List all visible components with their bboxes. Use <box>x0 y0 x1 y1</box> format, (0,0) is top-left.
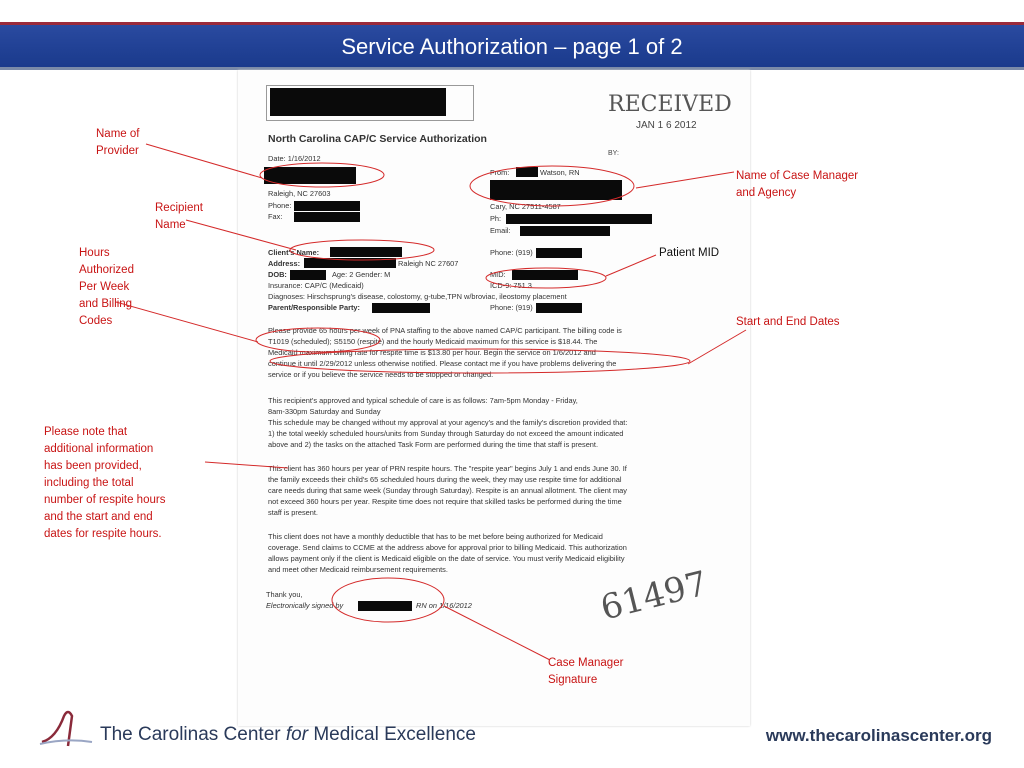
org-logo-icon <box>38 708 94 748</box>
redacted-provider-fax <box>294 212 360 222</box>
para1-line: Please provide 65 hours per week of PNA staffing to the above named CAP/C participant. The billing code is <box>268 326 622 335</box>
annotation-line: Authorized <box>79 264 134 276</box>
para4-line: coverage. Send claims to CCME at the address above for approval prior to billing Medicaid. This authorization <box>268 543 627 552</box>
annotation-patient-mid: Patient MID <box>659 247 720 259</box>
annotation-line: and Billing <box>79 298 133 310</box>
logo-box <box>266 85 474 121</box>
signed-suffix: RN on 1/16/2012 <box>416 601 472 610</box>
stamp-by: BY: <box>608 150 619 157</box>
redacted-mid <box>512 270 578 280</box>
annotation-line: Name <box>155 219 186 231</box>
hours-callout-line <box>116 302 258 342</box>
org-name <box>100 724 476 746</box>
received-stamp <box>606 90 732 162</box>
annotation-line: Signature <box>548 674 598 686</box>
redacted-agency <box>490 180 622 200</box>
handwritten-number: 61497 <box>596 563 712 629</box>
para2-line: This recipient's approved and typical schedule of care is as follows: 7am-5pm Monday - Friday, <box>268 396 578 405</box>
para3-line: staff is present. <box>268 508 318 517</box>
annotation-line: Please note that <box>44 426 128 438</box>
annotation-case-manager-agency <box>736 168 858 202</box>
header-bar <box>0 22 1024 70</box>
para3-line: the family exceeds their child's 65 scheduled hours during the week, they may use respite time for additional <box>268 475 622 484</box>
para1-line: T1019 (scheduled); S5150 (respite) and the hourly Medicaid maximum for this service is $18.44. The <box>268 337 598 346</box>
provider-city: Raleigh, NC 27603 <box>268 189 331 198</box>
annotation-line: Codes <box>79 315 113 327</box>
annotation-case-manager-signature <box>548 655 623 689</box>
stamp-date: JAN 1 6 2012 <box>636 120 697 131</box>
annotation-line: Provider <box>96 145 139 157</box>
redacted-parent <box>372 303 430 313</box>
annotation-line: additional information <box>44 443 154 455</box>
scanned-authorization-document <box>238 70 750 726</box>
annotation-line: Name of Case Manager <box>736 170 859 182</box>
redacted-client-name <box>330 247 402 257</box>
auth-date: Date: 1/16/2012 <box>268 154 321 163</box>
annotation-please-note <box>44 424 165 543</box>
para1-line: Medicaid maximum billing rate for respite time is $13.80 per hour. Begin the service on 1/6/2012 and <box>268 348 596 357</box>
diagnoses: Diagnoses: Hirschsprung's disease, colostomy, g-tube,TPN w/broviac, ileostomy placement <box>268 292 567 301</box>
redacted-provider-phone <box>294 201 360 211</box>
address-label: Address: <box>268 259 301 268</box>
annotation-line: Recipient <box>155 202 203 214</box>
para3-line: care needs during that same week (Sunday through Saturday). Respite is an annual allotment. The client may <box>268 486 627 495</box>
from-label: From: <box>490 168 510 177</box>
age-gender: Age: 2 Gender: M <box>332 270 391 279</box>
parent-phone: Phone: (919) <box>490 303 533 312</box>
page-title: Service Authorization – page 1 of 2 <box>341 34 683 59</box>
para4-line: This client does not have a monthly deductible that has to be met before being authorized for Medicaid <box>268 532 603 541</box>
annotation-recipient-name <box>155 200 203 234</box>
para1-line: service or if you believe the service needs to be stopped or changed. <box>268 370 494 379</box>
redacted-address <box>304 258 396 268</box>
para2-line: 1) the total weekly scheduled hours/units from Sunday through Saturday do not exceed the amount indicated <box>268 429 624 438</box>
org-name-prefix: The Carolinas Center <box>100 724 286 745</box>
redacted-cm-email <box>520 226 610 236</box>
annotation-line: number of respite hours <box>44 494 166 506</box>
annotation-line: and Agency <box>736 187 797 199</box>
annotation-line: has been provided, <box>44 460 142 472</box>
annotation-line: Per Week <box>79 281 130 293</box>
client-phone: Phone: (919) <box>490 248 533 257</box>
insurance: Insurance: CAP/C (Medicaid) <box>268 281 364 290</box>
cm-phone-label: Ph: <box>490 214 502 223</box>
para1-line: continue it until 2/29/2012 unless otherwise notified. Please contact me if you have problems delivering the <box>268 359 617 368</box>
redacted-dob <box>290 270 326 280</box>
annotation-line: dates for respite hours. <box>44 528 162 540</box>
thank-you: Thank you, <box>266 590 303 599</box>
stamp-received-text: RECEIVED <box>608 92 732 117</box>
annotation-name-of-provider <box>96 126 139 160</box>
form-title: North Carolina CAP/C Service Authorization <box>268 133 487 145</box>
provider-fax-label: Fax: <box>268 212 283 221</box>
address-city: Raleigh NC 27607 <box>398 259 459 268</box>
cm-email-label: Email: <box>490 226 511 235</box>
para2-line: above and 2) the tasks on the attached Task Form are performed during the time that staff is present. <box>268 440 599 449</box>
org-url-link[interactable]: www.thecarolinascenter.org <box>765 726 992 745</box>
provider-phone-label: Phone: <box>268 201 292 210</box>
annotation-start-end-dates: Start and End Dates <box>736 316 840 328</box>
redacted-signature-name <box>358 601 412 611</box>
para2-line: This schedule may be changed without my approval at your agency's and the family's discretion provided that: <box>268 418 628 427</box>
para3-line: not exceed 360 hours per year. Respite time does not require that skilled tasks be performed during the time <box>268 497 622 506</box>
annotation-line: Name of <box>96 128 140 140</box>
annotation-line: Case Manager <box>548 657 624 669</box>
annotation-hours-authorized <box>79 245 134 330</box>
redacted-cm-first-name <box>516 167 538 177</box>
redacted-provider-name <box>264 167 356 184</box>
para4-line: and meet other Medicaid reimbursement requirements. <box>268 565 448 574</box>
icd-code: ICD-9: 751.3 <box>490 281 532 290</box>
parent-label: Parent/Responsible Party: <box>268 303 361 312</box>
para4-line: allows payment only if the client is Medicaid eligible on the date of service. You must verify Medicaid eligibility <box>268 554 625 563</box>
signed-prefix: Electronically signed by <box>266 601 344 610</box>
redacted-client-phone <box>536 248 582 258</box>
para2-line: 8am-330pm Saturday and Sunday <box>268 407 381 416</box>
annotation-line: and the start and end <box>44 511 153 523</box>
annotation-line: Hours <box>79 247 110 259</box>
redacted-cm-phone <box>506 214 652 224</box>
dob-label: DOB: <box>268 270 287 279</box>
org-name-suffix: Medical Excellence <box>308 724 476 745</box>
client-name-label: Client's Name: <box>268 248 320 257</box>
from-name: Watson, RN <box>540 168 580 177</box>
redacted-parent-phone <box>536 303 582 313</box>
mid-label: MID: <box>490 270 506 279</box>
annotation-line: including the total <box>44 477 134 489</box>
org-name-for: for <box>285 724 309 745</box>
para3-line: This client has 360 hours per year of PRN respite hours. The "respite year" begins July 1 and ends June 30. If <box>268 464 627 473</box>
from-city: Cary, NC 27511-4587 <box>490 202 561 211</box>
